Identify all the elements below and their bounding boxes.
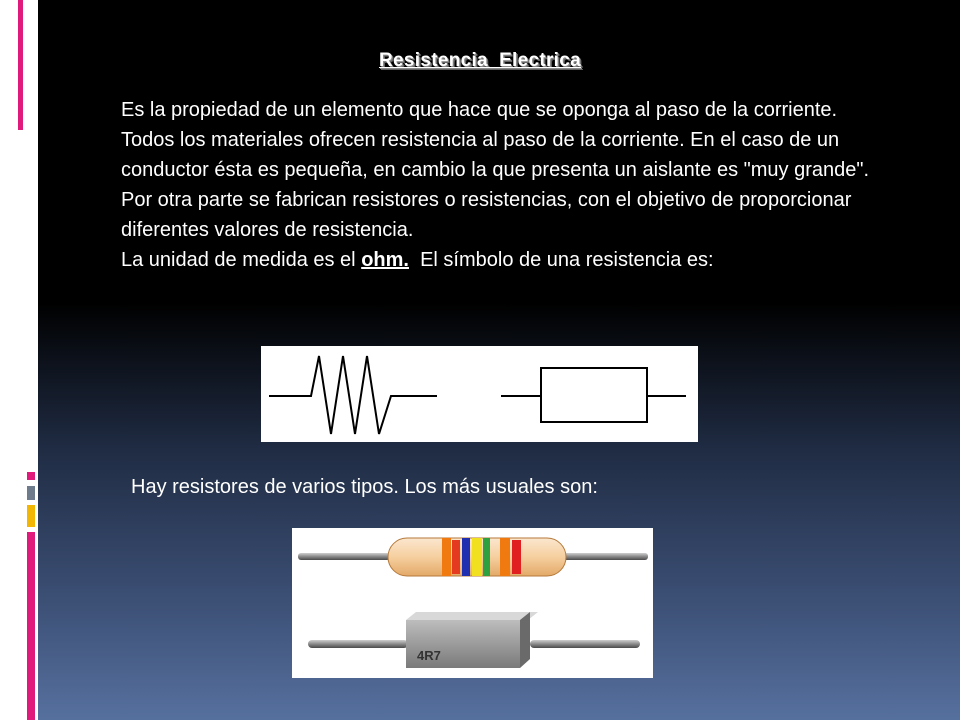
resistor-types-text: Hay resistores de varios tipos. Los más usuales son: (131, 476, 598, 498)
smd-lead-right (530, 640, 640, 648)
zigzag-resistor-symbol (269, 356, 437, 434)
color-band-orange (442, 538, 451, 576)
axial-lead-left (298, 553, 390, 560)
body-text (121, 95, 881, 275)
resistor-symbols-svg (261, 346, 698, 442)
paragraph-resistors: Por otra parte se fabrican resistores o resistencias, con el objetivo de proporcionar diferentes valores de resistencia. (121, 189, 852, 241)
color-band-blue (462, 538, 470, 576)
paragraph-unit (121, 245, 881, 275)
unit-ohm: ohm. (361, 249, 409, 271)
decorative-block-gray (27, 486, 35, 500)
color-band-yellow (472, 538, 482, 576)
color-band-red (452, 540, 460, 574)
smd-lead-left (308, 640, 408, 648)
unit-sentence-suffix: El símbolo de una resistencia es: (408, 249, 714, 271)
axial-lead-right (560, 553, 648, 560)
resistor-types-svg (292, 528, 653, 678)
paragraph-definition: Es la propiedad de un elemento que hace que se oponga al paso de la corriente. (121, 99, 838, 121)
decorative-block-yellow (27, 505, 35, 527)
box-resistor-symbol (541, 368, 647, 422)
resistor-symbols-image (261, 346, 698, 442)
color-band-red-2 (512, 540, 521, 574)
decorative-block-magenta (27, 472, 35, 480)
smd-side-face (520, 612, 530, 668)
paragraph-materials: Todos los materiales ofrecen resistencia al paso de la corriente. En el caso de un conductor ésta es pequeña, en cambio la que presenta un aislante es "muy grande". (121, 129, 870, 181)
color-band-green (483, 538, 490, 576)
smd-top-face (406, 612, 538, 620)
unit-sentence-prefix: La unidad de medida es el (121, 249, 362, 271)
color-band-orange-2 (500, 538, 510, 576)
slide-title: Resistencia Electrica (379, 50, 581, 71)
decorative-block-magenta (27, 532, 35, 720)
resistor-types-image (292, 528, 653, 678)
smd-resistor-code: 4R7 (417, 648, 441, 663)
